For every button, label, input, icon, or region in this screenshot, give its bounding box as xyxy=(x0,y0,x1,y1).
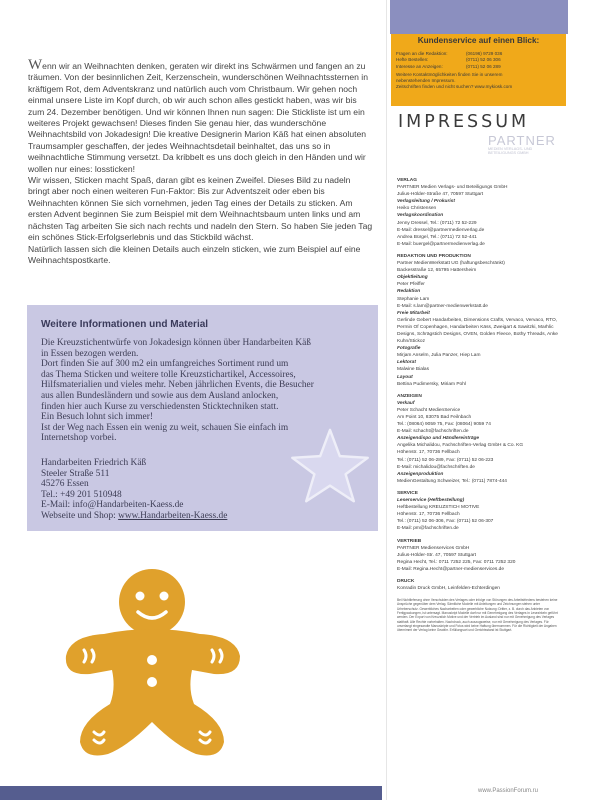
impressum-subheading: Verkauf xyxy=(397,400,415,406)
impressum-line: Konradin Druck GmbH, Leinfelden-Echterdingen xyxy=(397,586,500,592)
impressum-subheading: Freie Mitarbeit xyxy=(397,310,430,316)
impressum-line: Heftbestellung KREUZSTICH MOTIVE xyxy=(397,505,480,511)
impressum-section-heading: REDAKTION UND PRODUKTION xyxy=(397,253,471,259)
impressum-section-heading: VERTRIEB xyxy=(397,538,422,544)
impressum-line: E-Mail: s.lam@partner-medienwerkstatt.de xyxy=(397,303,488,309)
impressum-line: Peter Pfeiffer xyxy=(397,282,425,288)
impressum-line: Tel.: (0711) 52 06-306, Fax: (0711) 52 06-307 xyxy=(397,519,494,525)
impressum-line: Julius-Hölder-Str. 47, 70597 Stuttgart xyxy=(397,552,476,558)
top-accent-bar xyxy=(390,0,568,34)
impressum-line: Andrea Bürgel, Tel.: (0711) 72 52-441 xyxy=(397,234,477,240)
intro-paragraph-1: Wenn wir an Weihnachten denken, geraten wir direkt ins Schwärmen und fangen an zu träumen. Von der besinnlichen Zeit, Kerzenschein, wunderschönen Weihnachtssternen in kräftigem Rot, dem Adventskranz und natürlich auch vom Christbaum. Wir gehen noch einmal unsere Liste im Kopf durch, ob wir auch schon alles gestickt haben, was wir bis zum 24. Dezember benötigen. Und wir können Ihnen nun sagen: Die Stickliste ist um ein weiteres Projekt gewachsen! Dieses finden Sie genau hier, das wunderschöne Weihnachtsbild von Jokadesign! Die kreative Designerin Marion Käß hat einen absoluten Traumsampler geschaffen, der jedes Weihnachtsdetail beinhaltet, das uns so in weihnachtliche Stimmung versetzt. Da kribbelt es uns doch gleich in den Händen und wir wollen nur eines: lossticken! xyxy=(28,57,368,174)
impressum-line: Höhenstr. 17, 70736 Fellbach xyxy=(397,512,460,518)
impressum-line: Höhenstr. 17, 70736 Fellbach xyxy=(397,450,460,456)
addr-city: 45276 Essen xyxy=(41,479,89,490)
bottom-accent-bar xyxy=(0,786,382,800)
impressum-line: E-Mail: michalidou@fachschriften.de xyxy=(397,464,475,470)
info-body: Die Kreuzstichentwürfe von Jokadesign können über Handarbeiten Käß in Essen bezogen werden. Dort finden Sie auf 300 m2 ein umfangreiches Sortiment rund um das Thema Sticken und weitere tolle Kreuzstichartikel, Accessoires, Hilfsmaterialien und vieles mehr. Neben jährlichen Events, die Besucher aus allen Bundesländern und sowie aus dem Ausland anlocken, finden hier auch Kurse zu verschiedensten Sticktechniken statt. Ein Besuch lohnt sich immer! Ist der Weg nach Essen ein wenig zu weit, schauen Sie einfach im Internetshop vorbei. xyxy=(41,338,314,444)
gingerbread-man-icon xyxy=(64,564,244,764)
partner-logo-subtitle: MEDIEN VERLAGS- UND BETEILIGUNGS GMBH xyxy=(488,147,533,156)
impressum-line: Malwine Bialas xyxy=(397,367,429,373)
impressum-line: Bettina Pudimersky, Miriam Pohl xyxy=(397,381,466,387)
info-box xyxy=(27,305,378,531)
intro-paragraph-3: Natürlich lassen sich die kleinen Details auch einzeln sticken, wie zum Beispiel auf eine Weihnachtspostkarte. xyxy=(28,243,361,265)
impressum-line: Partner MedienWerkstatt UG (haftungsbeschränkt) xyxy=(397,261,505,267)
impressum-line: E-Mail: dressel@partnermedienverlag.de xyxy=(397,227,485,233)
intro-text xyxy=(28,57,373,266)
impressum-line: Tel.: (08064) 9059 75, Fax: (08064) 9059 74 xyxy=(397,422,491,428)
impressum-subheading: Redaktion xyxy=(397,289,421,295)
legal-notice: Bei Nichtlieferung ohne Verschulden des Verlages oder infolge von Störungen des Arbeitsfriedens bestehen keine Ansprüche gegenüber dem Verlag. Sämtliche Modelle mit Anleitungen und Zeichnungen stehen unter Urheberschutz. Gewerbliches Nacharbeiten oder gewerbliche Nutzung: Dritter, z. B. durch das Anbieten von Fertigpackungen, ist untersagt. Manuskript Modelle darf nur mit Genehmigung des Verlages in Lesezirkeln geführt werden. Der Export von Kreuzstich Motive und der Vertrieb im Ausland sind nur mit Genehmigung des Verlages statthaft. Alle Rechte vorbehalten. Nachdruck, auch auszugsweise, nur mit Genehmigung des Verlages. Für unverlangt eingesandte Manuskripte und Fotos wird keine Haftung übernommen. Für die Richtigkeit der Angaben übernimmt der Verlag keine Gewähr. Erfüllungsort und Gerichtsstand ist Stuttgart. xyxy=(397,598,558,633)
impressum-subheading: Fotografie xyxy=(397,346,421,352)
watermark: www.PassionForum.ru xyxy=(478,788,539,794)
impressum-line: Gerlinde Gebert Handarbeiten, Dimensions Crafts, Vervaco, Vervaco, RTO, Permin Of Copenhagen, Handarbeiten Käss, Zweigart & Sawitzki, Marhlic Designs, Schrägstich Designs, OVEN, Golden Fleece, Bothy Threads, Anke Kuhn/Stickoz xyxy=(397,317,558,345)
impressum-line: Tel.: (0711) 52 06-289, Fax: (0711) 52 06-223 xyxy=(397,457,494,463)
impressum-subheading: Anzeigenproduktion xyxy=(397,471,444,477)
addr-name: Handarbeiten Friedrich Käß xyxy=(41,457,147,468)
impressum-line: Jenny Dressel, Tel.: (0711) 72 52-229 xyxy=(397,220,477,226)
addr-web-row: Webseite und Shop: www.Handarbeiten-Kaess.de xyxy=(41,510,228,521)
impressum-line: E-Mail: pm@fachschriften.de xyxy=(397,526,459,532)
partner-logo: PARTNER xyxy=(488,133,556,148)
customer-service-box xyxy=(391,34,566,106)
impressum-subheading: Lektorat xyxy=(397,360,416,366)
service-row: Fragen an die Redaktion: (06196) 9729 036 xyxy=(396,51,503,56)
impressum-line: PARTNER Medienservices GmbH xyxy=(397,545,470,551)
impressum-title: IMPRESSUM xyxy=(398,112,530,132)
service-note: Weitere Kontaktmöglichkeiten finden Sie in unserem nebenstehenden Impressum. Zeitschriften finden und nicht suchen? www.mykiosk.com xyxy=(396,72,513,90)
impressum-section-heading: ANZEIGEN xyxy=(397,393,422,399)
impressum-subheading: Verlagsleitung / Prokurist xyxy=(397,199,455,205)
impressum-line: Peter Schacht MedienService xyxy=(397,407,461,413)
impressum-line: E-Mail: schacht@fachschriften.de xyxy=(397,429,469,435)
addr-street: Steeler Straße 511 xyxy=(41,468,110,479)
impressum-line: Am Point 10, 83075 Bad Feilnbach xyxy=(397,415,472,420)
customer-service-title: Kundenservice auf einen Blick: xyxy=(417,36,540,45)
impressum-details xyxy=(397,172,562,633)
impressum-subheading: Leserservice (Heftbestellung) xyxy=(397,498,465,504)
impressum-subheading: Anzeigendispo und Händlereinträge xyxy=(397,436,480,442)
addr-email[interactable]: E-Mail: info@Handarbeiten-Kaess.de xyxy=(41,500,184,511)
dropcap: W xyxy=(28,57,43,73)
impressum-line: Julius-Hölder-Straße 47, 70597 Stuttgart xyxy=(397,192,484,198)
info-title: Weitere Informationen und Material xyxy=(41,319,209,330)
service-row: Interesse an Anzeigen: (0711) 52 06 289 xyxy=(396,63,501,69)
impressum-line: Heiko Christensen xyxy=(397,206,437,212)
impressum-section-heading: SERVICE xyxy=(397,490,418,496)
impressum-line: Backesstraße 12, 65795 Hattersheim xyxy=(397,268,477,274)
addr-tel: Tel.: +49 201 510948 xyxy=(41,489,122,500)
impressum-line: Regina Hecht, Tel.: 0711 7252 225, Fax: 0711 7252 320 xyxy=(397,559,516,565)
service-row: Hefte Bestellen: (0711) 52 06 306 xyxy=(396,57,501,63)
impressum-section-heading: DRUCK xyxy=(397,578,415,584)
impressum-subheading: Verlagskoordination xyxy=(397,213,444,219)
impressum-line: E-Mail: Regina.Hecht@partner-medienservices.de xyxy=(397,566,504,572)
impressum-lines xyxy=(397,177,562,592)
shop-link[interactable]: www.Handarbeiten-Kaess.de xyxy=(118,510,228,521)
impressum-subheading: Objektleitung xyxy=(397,275,428,281)
impressum-section-heading: VERLAG xyxy=(397,178,417,183)
impressum-line: PARTNER Medien Verlags- und Beteiligungs GmbH xyxy=(397,185,508,191)
intro-paragraph-2: Wir wissen, Sticken macht Spaß, daran gibt es keinen Zweifel. Dieses Bild zu nadeln bringt aber noch einen weiteren Fun-Faktor: Bis zur Adventszeit oder eben bis Weihnachten können Sie sich vornehmen, jeden Tag eines der Details zu sticken. Am ersten Advent beginnen Sie zum Beispiel mit dem Weihnachtsbaum unten links und am nächsten Tag arbeiten Sie sich nach rechts und nadeln den Stern. So haben Sie jeden Tag ein schönes Stick-Erfolgserlebnis und das Stickbild wächst. xyxy=(28,175,373,243)
impressum-line: Mirjam Anselm, Julia Panzer, Hiep Lam xyxy=(397,353,481,359)
impressum-line: E-Mail: buergel@partnermedienverlag.de xyxy=(397,241,485,247)
star-icon xyxy=(289,425,371,507)
impressum-subheading: Layout xyxy=(397,374,413,380)
impressum-line: MedienGestaltung Schweizer, Tel.: (0711) 7874-444 xyxy=(397,478,507,484)
impressum-line: Angelika Michalidou, Fachschriften-Verlag GmbH & Co. KG xyxy=(397,443,524,449)
impressum-line: Stephanie Lam xyxy=(397,296,430,302)
